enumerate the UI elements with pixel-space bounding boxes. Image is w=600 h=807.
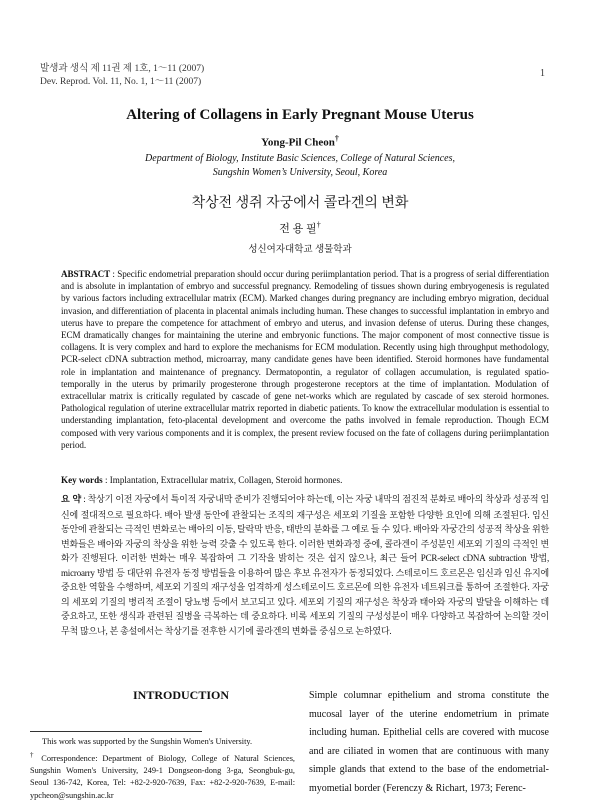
introduction-heading: INTRODUCTION [132,688,229,702]
paper-title: Altering of Collagens in Early Pregnant Mouse Uterus [126,107,474,123]
abstract [61,268,549,451]
korean-author-mark: † [316,220,321,230]
affiliation-line-1: Department of Biology, Institute Basic Sciences, College of Natural Sciences, [145,153,455,164]
korean-title: 착상전 생쥐 자궁에서 콜라겐의 변화 [191,196,409,211]
journal-citation-korean: 발생과 생식 제 11권 제 1호, 1～11 (2007) [40,64,205,74]
korean-affiliation: 성신여자대학교 생물학과 [248,245,352,255]
keywords [61,474,549,486]
funding-note: This work was supported by the Sungshin Women's University. [42,737,253,746]
correspondence-note [30,749,295,803]
introduction-text: Simple columnar epithelium and stroma constitute the mucosal layer of the uterine endometrium in primate including human. Epithelial cells are covered with mucose and are ciliated in women that are continuous with many simple glands that extend to the base of the endometrial-myometial border (Ferenczy & Richart, 1973; Ferenc- [309,690,549,794]
journal-citation-english: Dev. Reprod. Vol. 11, No. 1, 1～11 (2007) [40,77,202,87]
korean-abstract [61,492,549,638]
keywords-text: : Implantation, Extracellular matrix, Collagen, Steroid hormones. [102,475,343,485]
correspondence-text: Correspondence: Department of Biology, College of Natural Sciences, Sungshin Women's University, 249-1 Dongseon-dong 3-ga, Seongbuk-gu, Seoul 136-742, Korea, Tel: +82-2-920-7639, Fax: +82-2-920-7639, E-mail: ypcheon@sungshin.ac.kr [30,753,296,800]
author-name [0,134,600,149]
footnote-divider [30,731,202,732]
author-name-text: Yong-Pil Cheon [261,136,335,149]
keywords-label: Key words [61,475,103,485]
korean-abstract-label: 요 약 [61,495,82,505]
correspondence-mark: † [30,750,37,759]
corresponding-author-mark: † [334,134,339,143]
korean-abstract-text: : 착상기 이전 자궁에서 특이적 자궁내막 준비가 진행되어야 하는데, 이는 자궁 내막의 점진적 분화로 배아의 착상과 성공적 임신에 절대적으로 필요하다. 배아 발생 동안에 관찰되는 조직의 재구성은 세포외 기질을 포함한 다양한 요인에 의해 조절된다. 임신 동안에 관찰되는 극적인 변화로는 배아의 이동, 탈락막 반응, 태반의 분화를 그 예로 들 수 있다. 배아와 자궁간의 성공적 착상을 위한 변화들은 배아와 자궁의 착상을 위한 능력 갖출 수 있도록 한다. 이러한 변화과정 중에, 콜라겐이 주성분인 세포외 기질의 극적인 변화가 진행된다. 이러한 변화는 매우 복잡하여 그 기작을 밝히는 것은 쉽지 않으나, 최근 들어 PCR-select cDNA subtraction 방법, microarry 방법 등 대단위 유전자 동정 방법들을 이용하여 많은 후보 유전자가 동정되었다. 스테로이드 호르몬은 임신과 임신 유지에 중요한 역할을 수행하며, 세포외 기질의 재구성을 엄격하게 성스테로이드 호르몬에 의한 유전자 네트워크를 통하여 조절한다. 자궁의 세포외 기질의 병리적 조절이 당뇨병 등에서 보고되고 있다. 세포외 기질의 재구성은 착상과 태아와 자궁의 발달을 이해하는 데 중요하고, 또한 생식과 관련된 질병을 극복하는 데 중요하다. 비록 세포외 기질의 구성성분이 매우 다양하고 복잡하여 논의할 것이 무척 많으나, 본 총설에서는 착상기를 전후한 시기에 콜라겐의 변화를 중심으로 논하였다. [61,494,549,636]
abstract-label: ABSTRACT [61,269,111,279]
korean-author-text: 전 용 필 [279,223,317,235]
abstract-text: : Specific endometrial preparation should occur during periimplantation period. That is a progress of serial differentiation and is absolute in implantation of embryo and successful pregnancy. Remodeling of tissues shown during embryogenesis is regulated by various factors including extracellular matrix (ECM). Marked changes during pregnancy are including embryo migration, decidual invasion, and differentiation of placenta in placental animals including human. These changes to successful implantation in embryo and uterus have to prepare the competence for attachment of embryo and uterus, and invasion defense of uterus. During these changes, ECM dramatically changes for maintaining the uterine and embryonic functions. The major component of most connective tissue is collagens. It is very complex and hard to explore the mechanisms for ECM modulation. Recently using high throughput methodology, PCR-select cDNA subtraction method, microarray, many candidate genes have been identified. Steroid hormones have fundamental role in implantation and maintenance of pregnancy. Dermatopontin, a regulator of collagen accumulation, is regulated spatio-temporally in the uterus by primarily progesterone through progesterone receptors at the time of implantation. Modulation of extracellular matrix is critically regulated by cascade of gene net-works which are regulated by cascade of sex steroid hormones. Pathological regulation of uterine extracellular matrix reported in diabetic patients. To know the extracellular modulation is essential to understanding implantation, feto-placental development and overcome the paths involved in female reproduction. Though ECM composed with very various components and it is complex, the present review focused on the fate of collagens during periimplantation period. [61,269,549,450]
korean-author [0,220,600,236]
footnote [30,736,295,802]
affiliation-line-2: Sungshin Women’s University, Seoul, Korea [212,167,388,178]
page-number: 1 [540,68,545,79]
